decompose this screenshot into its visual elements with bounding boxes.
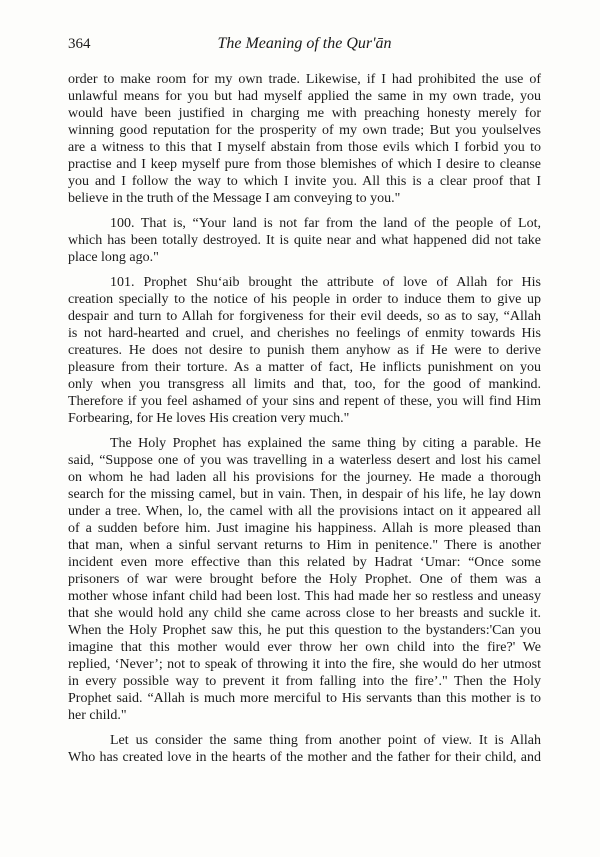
text-line: prisoners of war were brought before the Holy Prophet. One of them was a bbox=[68, 572, 541, 587]
text-line: incident even more effective than this related by Hadrat ‘Umar: “Once some bbox=[68, 555, 541, 570]
text-line: unlawful means for you but had myself applied the same in my own trade, you bbox=[68, 89, 541, 104]
text-line: on whom he had laden all his provisions for the journey. He made a thorough bbox=[68, 470, 541, 485]
text-line: Therefore if you feel ashamed of your sins and repent of these, you will find Him bbox=[68, 394, 541, 409]
text-line: When the Holy Prophet saw this, he put this question to the bystanders:'Can you bbox=[68, 623, 541, 638]
text-line: which has been totally destroyed. It is quite near and what happened did not take bbox=[68, 233, 541, 248]
text-line: practise and I keep myself pure from those blemishes of which I desire to cleanse bbox=[68, 157, 541, 172]
text-line: The Holy Prophet has explained the same thing by citing a parable. He bbox=[110, 436, 541, 451]
text-line: creatures. He does not desire to punish them anyhow as if He were to derive bbox=[68, 343, 541, 358]
text-line: of a sudden before him. Just imagine his happiness. Allah is more pleased than bbox=[68, 521, 541, 536]
text-line: Let us consider the same thing from another point of view. It is Allah bbox=[110, 733, 541, 748]
text-line: is not hard-hearted and cruel, and cherishes no feelings of enmity towards His bbox=[68, 326, 541, 341]
page-number: 364 bbox=[68, 36, 91, 52]
text-line: search for the missing camel, but in vain. Then, in despair of his life, he lay down bbox=[68, 487, 541, 502]
text-line: are a witness to this that I myself abstain from those evils which I forbid you to bbox=[68, 140, 541, 155]
text-line: said, “Suppose one of you was travelling in a waterless desert and lost his camel bbox=[68, 453, 541, 468]
text-line: that she would hold any child she came across close to her breasts and suckle it. bbox=[68, 606, 541, 621]
text-line: pleasure from their torture. As a matter of fact, He inflicts punishment on you bbox=[68, 360, 541, 375]
text-line: replied, ‘Never’; not to speak of throwing it into the fire, she would do her utmost bbox=[68, 657, 541, 672]
text-line: only when you transgress all limits and that, too, for the good of mankind. bbox=[68, 377, 541, 392]
paragraph bbox=[68, 274, 541, 427]
text-line: imagine that this mother would ever throw her own child into the fire?' We bbox=[68, 640, 541, 655]
paragraph bbox=[68, 732, 541, 766]
text-line: winning good reputation for the prosperity of my own trade; But you youlselves bbox=[68, 123, 541, 138]
text-line: Prophet said. “Allah is much more merciful to His servants than this mother is to bbox=[68, 691, 541, 706]
text-line: believe in the truth of the Message I am conveying to you." bbox=[68, 191, 401, 206]
text-line: under a tree. When, lo, the camel with all the provisions intact on it appeared all bbox=[68, 504, 541, 519]
text-line: order to make room for my own trade. Likewise, if I had prohibited the use of bbox=[68, 72, 541, 87]
text-line: Who has created love in the hearts of the mother and the father for their child, and bbox=[68, 750, 541, 765]
text-line: her child." bbox=[68, 708, 127, 723]
paragraph bbox=[68, 71, 541, 207]
paragraph bbox=[68, 215, 541, 266]
text-line: creation specially to the notice of his people in order to induce them to give up bbox=[68, 292, 541, 307]
page-header bbox=[68, 36, 541, 54]
text-line: place long ago." bbox=[68, 250, 159, 265]
text-line: in every possible way to prevent it from falling into the fire’." Then the Holy bbox=[68, 674, 541, 689]
text-line: 101. Prophet Shu‘aib brought the attribute of love of Allah for His bbox=[110, 275, 541, 290]
text-line: despair and turn to Allah for forgiveness for their evil deeds, so as to say, “Allah bbox=[68, 309, 541, 324]
text-line: Forbearing, for He loves His creation very much." bbox=[68, 411, 350, 426]
text-line: 100. That is, “Your land is not far from the land of the people of Lot, bbox=[110, 216, 541, 231]
text-line: mother whose infant child had been lost. This had made her so restless and uneasy bbox=[68, 589, 541, 604]
paragraph bbox=[68, 435, 541, 724]
text-line: would have been justified in charging me with preaching honesty merely for bbox=[68, 106, 541, 121]
page-body bbox=[68, 71, 541, 774]
text-line: that man, when a sinful servant returns to Him in penitence." There is another bbox=[68, 538, 541, 553]
text-line: you and I follow the way to which I invite you. All this is a clear proof that I bbox=[68, 174, 541, 189]
running-title: The Meaning of the Qur'ān bbox=[217, 35, 392, 52]
